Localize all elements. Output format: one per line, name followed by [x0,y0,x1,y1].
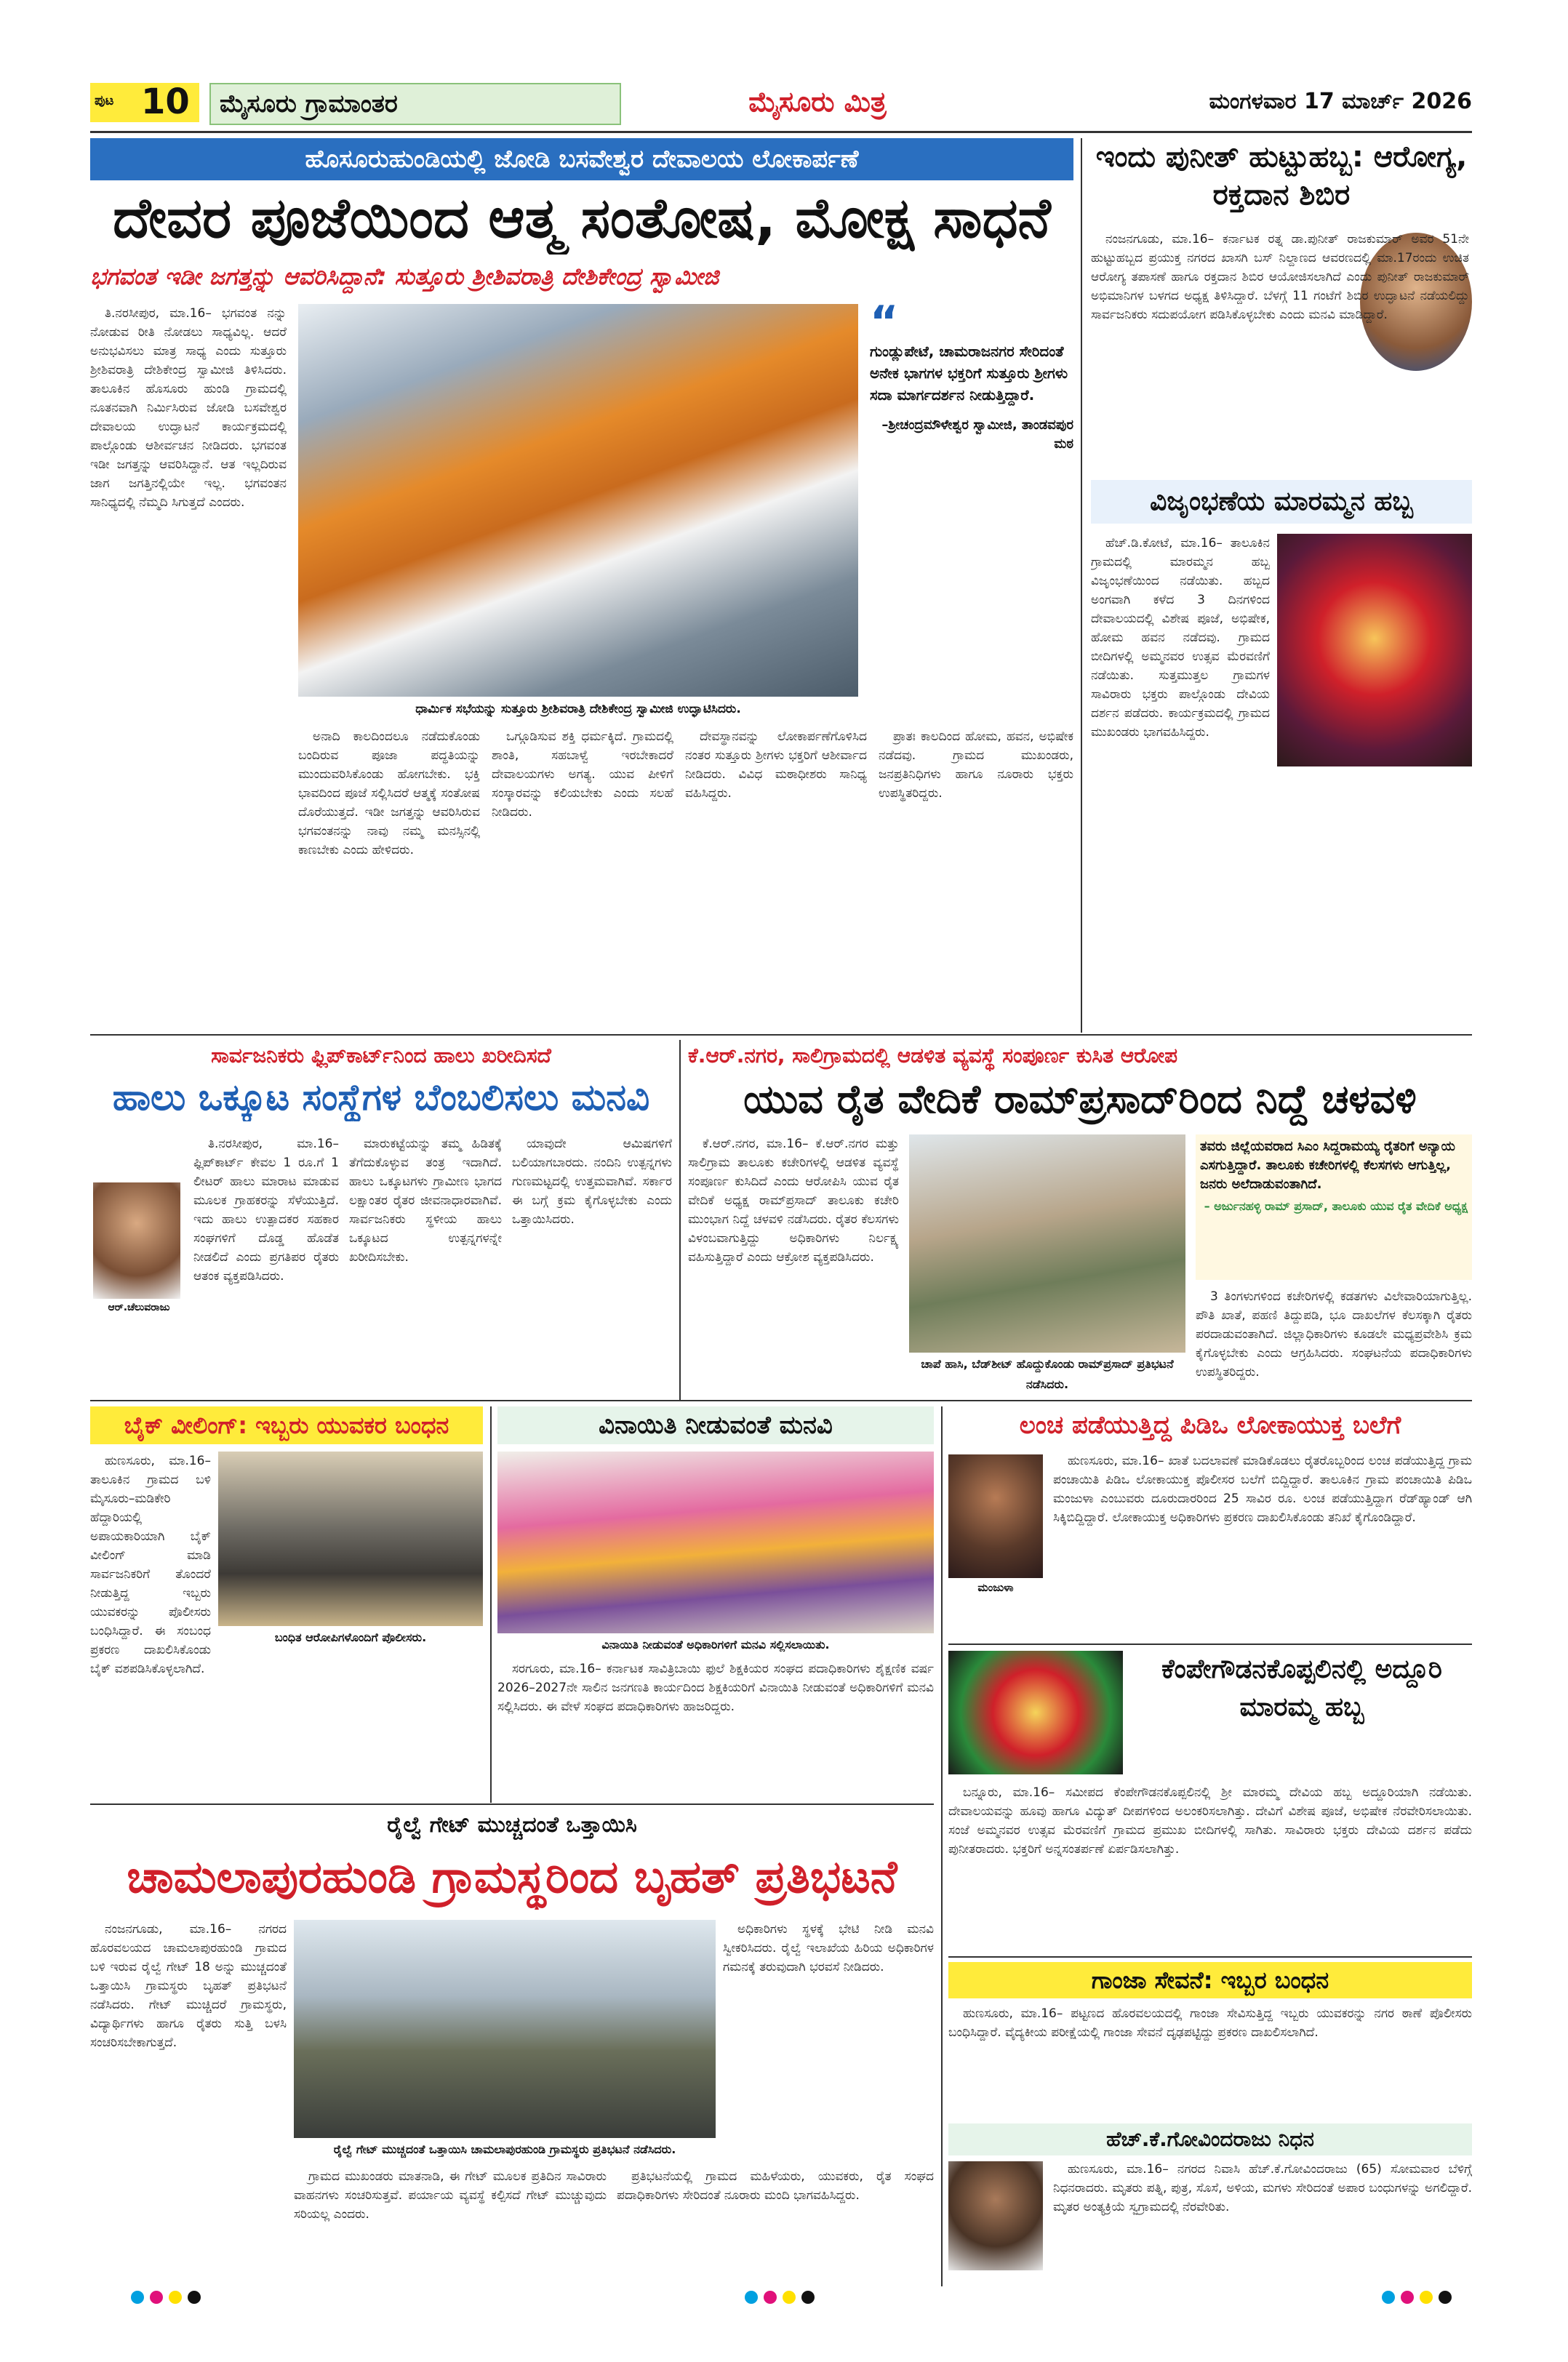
milk-kicker: ಸಾರ್ವಜನಿಕರು ಫ್ಲಿಪ್‌ಕಾರ್ಟ್‌ನಿಂದ ಹಾಲು ಖರೀದಿಸದೆ [211,1044,551,1068]
bike-photo-caption: ಬಂಧಿತ ಆರೋಪಿಗಳೊಂದಿಗೆ ಪೊಲೀಸರು. [218,1628,483,1648]
teachers-column [497,1660,934,1802]
railway-photo [294,1920,716,2138]
registration-dot-icon [745,2291,758,2304]
registration-dot-icon [801,2291,815,2304]
ramprasad-body-1: ಕೆ.ಆರ್.ನಗರ, ಮಾ.16– ಕೆ.ಆರ್.ನಗರ ಮತ್ತು ಸಾಲಿಗ್ರಾಮ ತಾಲೂಕು ಕಚೇರಿಗಳಲ್ಲಿ ಆಡಳಿತ ವ್ಯವಸ್ಥೆ ಸಂಪೂರ್ಣ ಕುಸಿದಿದೆ ಎಂದು ಆರೋಪಿಸಿ ಯುವ ರೈತ ವೇದಿಕೆ ಅಧ್ಯಕ್ಷ ರಾಮ್‌ಪ್ರಸಾದ್ ತಾಲೂಕು ಕಚೇರಿ ಮುಂಭಾಗ ನಿದ್ದೆ ಚಳವಳಿ ನಡೆಸಿದರು. ರೈತರ ಕೆಲಸಗಳು ವಿಳಂಬವಾಗುತ್ತಿದ್ದು ಅಧಿಕಾರಿಗಳು ನಿರ್ಲಕ್ಷ್ಯ ವಹಿಸುತ್ತಿದ್ದಾರೆ ಎಂದು ಆಕ್ರೋಶ ವ್ಯಕ್ತಪಡಿಸಿದರು. [688,1137,899,1265]
milk-body-2: ಮಾರುಕಟ್ಟೆಯನ್ನು ತಮ್ಮ ಹಿಡಿತಕ್ಕೆ ತೆಗೆದುಕೊಳ್ಳುವ ತಂತ್ರ ಇದಾಗಿದೆ. ಹಾಲು ಒಕ್ಕೂಟಗಳು ಗ್ರಾಮೀಣ ಭಾಗದ ಲಕ್ಷಾಂತರ ರೈತರ ಜೀವನಾಧಾರವಾಗಿವೆ. ಸಾರ್ವಜನಿಕರು ಸ್ಥಳೀಯ ಹಾಲು ಒಕ್ಕೂಟದ ಉತ್ಪನ್ನಗಳನ್ನೇ ಖರೀದಿಸಬೇಕು. [349,1137,502,1265]
obituary-body: ಹುಣಸೂರು, ಮಾ.16– ನಗರದ ನಿವಾಸಿ ಹೆಚ್.ಕೆ.ಗೋವಿಂದರಾಜು (65) ಸೋಮವಾರ ಬೆಳಿಗ್ಗೆ ನಿಧನರಾದರು. ಮೃತರು ಪತ್ನಿ, ಪುತ್ರ, ಸೊಸೆ, ಅಳಿಯ, ಮಗಳು ಸೇರಿದಂತೆ ಅಪಾರ ಬಂಧುಗಳನ್ನು ಅಗಲಿದ್ದಾರೆ. ಮೃತರ ಅಂತ್ಯಕ್ರಿಯೆ ಸ್ವಗ್ರಾಮದಲ್ಲಿ ನೆರವೇರಿತು. [1053,2162,1472,2214]
lokayukta-headline: ಲಂಚ ಪಡೆಯುತ್ತಿದ್ದ ಪಿಡಿಒ ಲೋಕಾಯುಕ್ತ ಬಲೆಗೆ [1019,1411,1401,1440]
page-number: 10 [141,81,190,122]
section-label: ಮೈಸೂರು ಗ್ರಾಮಾಂತರ [209,83,621,125]
bike-column [90,1452,211,1801]
railway-headline: ಚಾಮಲಾಪುರಹುಂಡಿ ಗ್ರಾಮಸ್ಥರಿಂದ ಬೃಹತ್ ಪ್ರತಿಭಟನೆ [127,1850,897,1903]
bike-body: ಹುಣಸೂರು, ಮಾ.16– ತಾಲೂಕಿನ ಗ್ರಾಮದ ಬಳಿ ಮೈಸೂರು–ಮಡಿಕೇರಿ ಹೆದ್ದಾರಿಯಲ್ಲಿ ಅಪಾಯಕಾರಿಯಾಗಿ ಬೈಕ್ ವೀಲಿಂಗ್ ಮಾಡಿ ಸಾರ್ವಜನಿಕರಿಗೆ ತೊಂದರೆ ನೀಡುತ್ತಿದ್ದ ಇಬ್ಬರು ಯುವಕರನ್ನು ಪೊಲೀಸರು ಬಂಧಿಸಿದ್ದಾರೆ. ಈ ಸಂಬಂಧ ಪ್ರಕರಣ ದಾಖಲಿಸಿಕೊಂಡು ಬೈಕ್ ವಶಪಡಿಸಿಕೊಳ್ಳಲಾಗಿದೆ. [90,1454,211,1676]
registration-dot-icon [150,2291,163,2304]
lead-quote-author: –ಶ್ರೀಚಂದ್ರಮೌಳೇಶ್ವರ ಸ್ವಾಮೀಜಿ, ತಾಂಡವಪುರ ಮಠ [881,417,1073,452]
railway-column-4 [617,2167,934,2262]
railway-photo-caption: ರೈಲ್ವೆ ಗೇಟ್ ಮುಚ್ಚದಂತೆ ಒತ್ತಾಯಿಸಿ ಚಾಮಲಾಪುರಹುಂಡಿ ಗ್ರಾಮಸ್ಥರು ಪ್ರತಿಭಟನೆ ನಡೆಸಿದರು. [294,2139,716,2160]
maramma-body [1091,534,1270,1028]
lead-subhead: ಭಗವಂತ ಇಡೀ ಜಗತ್ತನ್ನು ಆವರಿಸಿದ್ದಾನೆ: ಸುತ್ತೂರು ಶ್ರೀಶಿವರಾತ್ರಿ ದೇಶಿಕೇಂದ್ರ ಸ್ವಾಮೀಜಿ [90,263,719,290]
registration-dot-icon [1420,2291,1433,2304]
puneeth-headline: ಇಂದು ಪುನೀತ್ ಹುಟ್ಟುಹಬ್ಬ: ಆರೋಗ್ಯ, ರಕ್ತದಾನ ಶಿಬಿರ [1095,140,1468,212]
maramma-text: ಹೆಚ್.ಡಿ.ಕೋಟೆ, ಮಾ.16– ತಾಲೂಕಿನ ಗ್ರಾಮದಲ್ಲಿ ಮಾರಮ್ಮನ ಹಬ್ಬ ವಿಜೃಂಭಣೆಯಿಂದ ನಡೆಯಿತು. ಹಬ್ಬದ ಅಂಗವಾಗಿ ಕಳೆದ 3 ದಿನಗಳಿಂದ ದೇವಾಲಯದಲ್ಲಿ ವಿಶೇಷ ಪೂಜೆ, ಅಭಿಷೇಕ, ಹೋಮ ಹವನ ನಡೆದವು. ಗ್ರಾಮದ ಬೀದಿಗಳಲ್ಲಿ ಅಮ್ಮನವರ ಉತ್ಸವ ಮೆರವಣಿಗೆ ನಡೆಯಿತು. ಸುತ್ತಮುತ್ತಲ ಗ್ರಾಮಗಳ ಸಾವಿರಾರು ಭಕ್ತರು ಪಾಲ್ಗೊಂಡು ದೇವಿಯ ದರ್ಶನ ಪಡೆದರು. ಕಾರ್ಯಕ್ರಮದಲ್ಲಿ ಗ್ರಾಮದ ಮುಖಂಡರು ಭಾಗವಹಿಸಿದ್ದರು. [1091,536,1270,740]
teachers-photo-caption: ವಿನಾಯಿತಿ ನೀಡುವಂತೆ ಅಧಿಕಾರಿಗಳಿಗೆ ಮನವಿ ಸಲ್ಲಿಸಲಾಯಿತು. [497,1635,934,1655]
ramprasad-kicker: ಕೆ.ಆರ್.ನಗರ, ಸಾಲಿಗ್ರಾಮದಲ್ಲಿ ಆಡಳಿತ ವ್ಯವಸ್ಥೆ ಸಂಪೂರ್ಣ ಕುಸಿತ ಆರೋಪ [688,1044,1178,1068]
milk-headline: ಹಾಲು ಒಕ್ಕೂಟ ಸಂಸ್ಥೆಗಳ ಬೆಂಬಲಿಸಲು ಮನವಿ [112,1076,650,1118]
ramprasad-photo-caption: ಚಾಪೆ ಹಾಸಿ, ಬೆಡ್‌ಶೀಟ್ ಹೊದ್ದುಕೊಂಡು ರಾಮ್‌ಪ್ರಸಾದ್ ಪ್ರತಿಭಟನೆ ನಡೆಸಿದರು. [909,1354,1185,1396]
ganja-body: ಹುಣಸೂರು, ಮಾ.16– ಪಟ್ಟಣದ ಹೊರವಲಯದಲ್ಲಿ ಗಾಂಜಾ ಸೇವಿಸುತ್ತಿದ್ದ ಇಬ್ಬರು ಯುವಕರನ್ನು ನಗರ ಠಾಣೆ ಪೊಲೀಸರು ಬಂಧಿಸಿದ್ದಾರೆ. ವೈದ್ಯಕೀಯ ಪರೀಕ್ಷೆಯಲ್ಲಿ ಗಾಂಜಾ ಸೇವನೆ ದೃಢಪಟ್ಟಿದ್ದು ಪ್ರಕರಣ ದಾಖಲಿಸಲಾಗಿದೆ. [948,2006,1472,2040]
registration-dot-icon [188,2291,201,2304]
teachers-photo [497,1452,934,1633]
milk-column-3 [512,1134,672,1396]
ramprasad-body-3: 3 ತಿಂಗಳುಗಳಿಂದ ಕಚೇರಿಗಳಲ್ಲಿ ಕಡತಗಳು ವಿಲೇವಾರಿಯಾಗುತ್ತಿಲ್ಲ. ಪೌತಿ ಖಾತೆ, ಪಹಣಿ ತಿದ್ದುಪಡಿ, ಭೂ ದಾಖಲೆಗಳ ಕೆಲಸಕ್ಕಾಗಿ ರೈತರು ಪರದಾಡುವಂತಾಗಿದೆ. ಜಿಲ್ಲಾಧಿಕಾರಿಗಳು ಕೂಡಲೇ ಮಧ್ಯಪ್ರವೇಶಿಸಿ ಕ್ರಮ ಕೈಗೊಳ್ಳಬೇಕು ಎಂದು ಆಗ್ರಹಿಸಿದರು. ಸಂಘಟನೆಯ ಪದಾಧಿಕಾರಿಗಳು ಉಪಸ್ಥಿತರಿದ್ದರು. [1196,1289,1472,1380]
lead-column-5 [879,727,1073,1033]
teachers-body: ಸರಗೂರು, ಮಾ.16– ಕರ್ನಾಟಕ ಸಾವಿತ್ರಿಬಾಯಿ ಫುಲೆ ಶಿಕ್ಷಕಿಯರ ಸಂಘದ ಪದಾಧಿಕಾರಿಗಳು ಶೈಕ್ಷಣಿಕ ವರ್ಷ 2026–2027ನೇ ಸಾಲಿನ ಜನಗಣತಿ ಕಾರ್ಯದಿಂದ ಶಿಕ್ಷಕಿಯರಿಗೆ ವಿನಾಯಿತಿ ನೀಡುವಂತೆ ಅಧಿಕಾರಿಗಳಿಗೆ ಮನವಿ ಸಲ್ಲಿಸಿದರು. ಈ ವೇಳೆ ಸಂಘದ ಪದಾಧಿಕಾರಿಗಳು ಹಾಜರಿದ್ದರು. [497,1662,934,1714]
quote-mark-icon: “ [870,297,899,348]
column-divider [490,1406,492,1803]
lead-kicker: ಹೊಸೂರುಹುಂಡಿಯಲ್ಲಿ ಜೋಡಿ ಬಸವೇಶ್ವರ ದೇವಾಲಯ ಲೋಕಾರ್ಪಣೆ [90,138,1073,180]
registration-dot-icon [131,2291,144,2304]
lead-column-4 [685,727,867,1033]
lead-column-3 [492,727,673,1033]
registration-dot-icon [1401,2291,1414,2304]
bike-headline: ಬೈಕ್ ವೀಲಿಂಗ್: ಇಬ್ಬರು ಯುವಕರ ಬಂಧನ [90,1406,483,1444]
registration-dot-icon [1439,2291,1452,2304]
column-divider [679,1040,681,1400]
ramprasad-quote-box [1196,1134,1472,1280]
ramprasad-quote: ತವರು ಜಿಲ್ಲೆಯವರಾದ ಸಿಎಂ ಸಿದ್ದರಾಮಯ್ಯ ರೈತರಿಗೆ ಅನ್ಯಾಯ ಎಸಗುತ್ತಿದ್ದಾರೆ. ತಾಲೂಕು ಕಚೇರಿಗಳಲ್ಲಿ ಕೆಲಸಗಳು ಆಗುತ್ತಿಲ್ಲ, ಜನರು ಅಲೆದಾಡುವಂತಾಗಿದೆ. [1200,1139,1455,1192]
puneeth-body [1091,230,1469,470]
page-number-box [90,83,199,122]
obituary-headline: ಹೆಚ್.ಕೆ.ಗೋವಿಂದರಾಜು ನಿಧನ [948,2123,1472,2155]
teachers-headline: ವಿನಾಯಿತಿ ನೀಡುವಂತೆ ಮನವಿ [497,1406,934,1444]
issue-date: ಮಂಗಳವಾರ 17 ಮಾರ್ಚ್ 2026 [1209,89,1472,114]
lokayukta-body: ಹುಣಸೂರು, ಮಾ.16– ಖಾತೆ ಬದಲಾವಣೆ ಮಾಡಿಕೊಡಲು ರೈತರೊಬ್ಬರಿಂದ ಲಂಚ ಪಡೆಯುತ್ತಿದ್ದ ಗ್ರಾಮ ಪಂಚಾಯಿತಿ ಪಿಡಿಒ ಲೋಕಾಯುಕ್ತ ಪೊಲೀಸರ ಬಲೆಗೆ ಬಿದ್ದಿದ್ದಾರೆ. ತಾಲೂಕಿನ ಗ್ರಾಮ ಪಂಚಾಯಿತಿ ಪಿಡಿಒ ಮಂಜುಳಾ ಎಂಬುವರು ದೂರುದಾರರಿಂದ 25 ಸಾವಿರ ರೂ. ಲಂಚ ಪಡೆಯುತ್ತಿದ್ದಾಗ ರೆಡ್‌ಹ್ಯಾಂಡ್ ಆಗಿ ಸಿಕ್ಕಿಬಿದ್ದಿದ್ದಾರೆ. ಲೋಕಾಯುಕ್ತ ಅಧಿಕಾರಿಗಳು ಪ್ರಕರಣ ದಾಖಲಿಸಿಕೊಂಡು ತನಿಖೆ ಕೈಗೊಂಡಿದ್ದಾರೆ. [1053,1454,1472,1525]
kempegowda-column [948,1783,1472,1950]
railway-kicker: ರೈಲ್ವೆ ಗೇಟ್ ಮುಚ್ಚದಂತೆ ಒತ್ತಾಯಿಸಿ [387,1812,637,1838]
section-rule [90,1034,1472,1036]
ramprasad-quote-author: – ಅರ್ಜುನಹಳ್ಳಿ ರಾಮ್ ಪ್ರಸಾದ್, ತಾಲೂಕು ಯುವ ರೈತ ವೇದಿಕೆ ಅಧ್ಯಕ್ಷ [1204,1199,1468,1213]
registration-dot-icon [1382,2291,1395,2304]
lead-photo [298,304,858,697]
registration-marks-center [745,2291,832,2305]
obituary-column [1053,2160,1472,2269]
registration-marks-left [131,2291,218,2305]
railway-column-3 [723,1920,934,2160]
railway-column-2 [294,2167,607,2262]
kempegowda-photo [948,1651,1123,1774]
ganja-headline: ಗಾಂಜಾ ಸೇವನೆ: ಇಬ್ಬರ ಬಂಧನ [948,1962,1472,1998]
lokayukta-photo-caption: ಮಂಜುಳಾ [948,1581,1043,1594]
railway-body-3: ಅಧಿಕಾರಿಗಳು ಸ್ಥಳಕ್ಕೆ ಭೇಟಿ ನೀಡಿ ಮನವಿ ಸ್ವೀಕರಿಸಿದರು. ರೈಲ್ವೆ ಇಲಾಖೆಯ ಹಿರಿಯ ಅಧಿಕಾರಿಗಳ ಗಮನಕ್ಕೆ ತರುವುದಾಗಿ ಭರವಸೆ ನೀಡಿದರು. [723,1922,934,1974]
lead-quote-box [870,297,1073,711]
lead-body-4: ದೇವಸ್ಥಾನವನ್ನು ಲೋಕಾರ್ಪಣೆಗೊಳಿಸಿದ ನಂತರ ಸುತ್ತೂರು ಶ್ರೀಗಳು ಭಕ್ತರಿಗೆ ಆಶೀರ್ವಾದ ನೀಡಿದರು. ವಿವಿಧ ಮಠಾಧೀಶರು ಸಾನಿಧ್ಯ ವಹಿಸಿದ್ದರು. [685,729,867,801]
registration-marks-right [1382,2291,1469,2305]
maramma-headline: ವಿಜೃಂಭಣೆಯ ಮಾರಮ್ಮನ ಹಬ್ಬ [1091,480,1472,524]
registration-dot-icon [783,2291,796,2304]
lead-column-1 [90,304,287,1031]
lead-photo-caption: ಧಾರ್ಮಿಕ ಸಭೆಯನ್ನು ಸುತ್ತೂರು ಶ್ರೀಶಿವರಾತ್ರಿ ದೇಶಿಕೇಂದ್ರ ಸ್ವಾಮೀಜಿ ಉದ್ಘಾಟಿಸಿದರು. [298,698,858,720]
milk-body-3: ಯಾವುದೇ ಆಮಿಷಗಳಿಗೆ ಬಲಿಯಾಗಬಾರದು. ನಂದಿನಿ ಉತ್ಪನ್ನಗಳು ಗುಣಮಟ್ಟದಲ್ಲಿ ಉತ್ತಮವಾಗಿವೆ. ಸರ್ಕಾರ ಈ ಬಗ್ಗೆ ಕ್ರಮ ಕೈಗೊಳ್ಳಬೇಕು ಎಂದು ಒತ್ತಾಯಿಸಿದರು. [512,1137,672,1227]
lead-headline: ದೇವರ ಪೂಜೆಯಿಂದ ಆತ್ಮ ಸಂತೋಷ, ಮೋಕ್ಷ ಸಾಧನೆ [113,185,1051,250]
column-divider [941,1406,943,2286]
railway-body-2: ಗ್ರಾಮದ ಮುಖಂಡರು ಮಾತನಾಡಿ, ಈ ಗೇಟ್ ಮೂಲಕ ಪ್ರತಿದಿನ ಸಾವಿರಾರು ವಾಹನಗಳು ಸಂಚರಿಸುತ್ತವೆ. ಪರ್ಯಾಯ ವ್ಯವಸ್ಥೆ ಕಲ್ಪಿಸದೆ ಗೇಟ್ ಮುಚ್ಚುವುದು ಸರಿಯಲ್ಲ ಎಂದರು. [294,2169,607,2222]
ramprasad-column-3 [1196,1287,1472,1396]
lokayukta-photo [948,1454,1043,1578]
registration-dot-icon [169,2291,182,2304]
lead-body-1: ತಿ.ನರಸೀಪುರ, ಮಾ.16– ಭಗವಂತ ನನ್ನು ನೋಡುವ ರೀತಿ ನೋಡಲು ಸಾಧ್ಯವಿಲ್ಲ. ಆದರೆ ಅನುಭವಿಸಲು ಮಾತ್ರ ಸಾಧ್ಯ ಎಂದು ಸುತ್ತೂರು ಶ್ರೀಶಿವರಾತ್ರಿ ದೇಶಿಕೇಂದ್ರ ಸ್ವಾಮೀಜಿ ತಿಳಿಸಿದರು. ತಾಲೂಕಿನ ಹೊಸೂರು ಹುಂಡಿ ಗ್ರಾಮದಲ್ಲಿ ನೂತನವಾಗಿ ನಿರ್ಮಿಸಿರುವ ಜೋಡಿ ಬಸವೇಶ್ವರ ದೇವಾಲಯ ಉದ್ಘಾಟನೆ ಕಾರ್ಯಕ್ರಮದಲ್ಲಿ ಪಾಲ್ಗೊಂಡು ಆಶೀರ್ವಚನ ನೀಡಿದರು. ಭಗವಂತ ಇಡೀ ಜಗತ್ತನ್ನು ಆವರಿಸಿದ್ದಾನೆ. ಆತ ಇಲ್ಲದಿರುವ ಜಾಗ ಜಗತ್ತಿನಲ್ಲಿಯೇ ಇಲ್ಲ. ಭಗವಂತನ ಸಾನಿಧ್ಯದಲ್ಲಿ ನೆಮ್ಮದಿ ಸಿಗುತ್ತದೆ ಎಂದರು. [90,306,287,510]
lead-column-2 [298,727,480,1033]
ramprasad-column-1 [688,1134,899,1396]
masthead-rule [90,131,1472,133]
kempegowda-body: ಬನ್ನೂರು, ಮಾ.16– ಸಮೀಪದ ಕೆಂಪೇಗೌಡನಕೊಪ್ಪಲಿನಲ್ಲಿ ಶ್ರೀ ಮಾರಮ್ಮ ದೇವಿಯ ಹಬ್ಬ ಅದ್ದೂರಿಯಾಗಿ ನಡೆಯಿತು. ದೇವಾಲಯವನ್ನು ಹೂವು ಹಾಗೂ ವಿದ್ಯುತ್ ದೀಪಗಳಿಂದ ಅಲಂಕರಿಸಲಾಗಿತ್ತು. ದೇವಿಗೆ ವಿಶೇಷ ಪೂಜೆ, ಅಭಿಷೇಕ ನೆರವೇರಿಸಲಾಯಿತು. ಸಂಜೆ ಅಮ್ಮನವರ ಉತ್ಸವ ಮೆರವಣಿಗೆ ಗ್ರಾಮದ ಪ್ರಮುಖ ಬೀದಿಗಳಲ್ಲಿ ಸಾಗಿತು. ಸಾವಿರಾರು ಭಕ್ತರು ದೇವಿಯ ದರ್ಶನ ಪಡೆದು ಪುನೀತರಾದರು. ಭಕ್ತರಿಗೆ ಅನ್ನಸಂತರ್ಪಣೆ ಏರ್ಪಡಿಸಲಾಗಿತ್ತು. [948,1785,1472,1857]
paper-name: ಮೈಸೂರು ಮಿತ್ರ [748,86,887,118]
lead-body-3: ಒಗ್ಗೂಡಿಸುವ ಶಕ್ತಿ ಧರ್ಮಕ್ಕಿದೆ. ಗ್ರಾಮದಲ್ಲಿ ಶಾಂತಿ, ಸಹಬಾಳ್ವೆ ಇರಬೇಕಾದರೆ ದೇವಾಲಯಗಳು ಅಗತ್ಯ. ಯುವ ಪೀಳಿಗೆ ಸಂಸ್ಕಾರವನ್ನು ಕಲಿಯಬೇಕು ಎಂದು ಸಲಹೆ ನೀಡಿದರು. [492,729,673,820]
lokayukta-column [1053,1452,1472,1633]
kempegowda-headline: ಕೆಂಪೇಗೌಡನಕೊಪ್ಪಲಿನಲ್ಲಿ ಅದ್ದೂರಿ ಮಾರಮ್ಮ ಹಬ್ಬ [1161,1654,1442,1722]
railway-body-4: ಪ್ರತಿಭಟನೆಯಲ್ಲಿ ಗ್ರಾಮದ ಮಹಿಳೆಯರು, ಯುವಕರು, ರೈತ ಸಂಘದ ಪದಾಧಿಕಾರಿಗಳು ಸೇರಿದಂತೆ ನೂರಾರು ಮಂದಿ ಭಾಗವಹಿಸಿದ್ದರು. [617,2169,934,2203]
section-rule [948,1956,1472,1958]
obituary-photo [948,2161,1043,2270]
column-divider [1081,138,1082,1033]
registration-dot-icon [764,2291,777,2304]
ramprasad-headline: ಯುವ ರೈತ ವೇದಿಕೆ ರಾಮ್‌ಪ್ರಸಾದ್‌ರಿಂದ ನಿದ್ದೆ ಚಳವಳಿ [743,1076,1417,1122]
lead-body-5: ಪ್ರಾತಃ ಕಾಲದಿಂದ ಹೋಮ, ಹವನ, ಅಭಿಷೇಕ ನಡೆದವು. ಗ್ರಾಮದ ಮುಖಂಡರು, ಜನಪ್ರತಿನಿಧಿಗಳು ಹಾಗೂ ನೂರಾರು ಭಕ್ತರು ಉಪಸ್ಥಿತರಿದ್ದರು. [879,729,1073,801]
milk-photo [93,1182,180,1299]
milk-column-2 [349,1134,502,1396]
milk-column-1 [193,1134,339,1396]
bike-photo [218,1452,483,1626]
puneeth-text: ನಂಜನಗೂಡು, ಮಾ.16– ಕರ್ನಾಟಕ ರತ್ನ ಡಾ.ಪುನೀತ್ ರಾಜಕುಮಾರ್ ಅವರ 51ನೇ ಹುಟ್ಟುಹಬ್ಬದ ಪ್ರಯುಕ್ತ ನಗರದ ಖಾಸಗಿ ಬಸ್ ನಿಲ್ದಾಣದ ಆವರಣದಲ್ಲಿ ಮಾ.17ರಂದು ಉಚಿತ ಆರೋಗ್ಯ ತಪಾಸಣೆ ಹಾಗೂ ರಕ್ತದಾನ ಶಿಬಿರ ಆಯೋಜಿಸಲಾಗಿದೆ ಎಂದು ಪುನೀತ್ ರಾಜಕುಮಾರ್ ಅಭಿಮಾನಿಗಳ ಬಳಗದ ಅಧ್ಯಕ್ಷ ತಿಳಿಸಿದ್ದಾರೆ. ಬೆಳಗ್ಗೆ 11 ಗಂಟೆಗೆ ಶಿಬಿರ ಉದ್ಘಾಟನೆ ನಡೆಯಲಿದ್ದು ಸಾರ್ವಜನಿಕರು ಸದುಪಯೋಗ ಪಡಿಸಿಕೊಳ್ಳಬೇಕು ಎಂದು ಮನವಿ ಮಾಡಿದ್ದಾರೆ. [1091,232,1469,322]
section-rule [90,1803,934,1805]
section-rule [90,1400,1472,1401]
masthead [90,79,1472,125]
section-rule [948,1644,1472,1645]
railway-body-1: ನಂಜನಗೂಡು, ಮಾ.16– ನಗರದ ಹೊರವಲಯದ ಚಾಮಲಾಪುರಹುಂಡಿ ಗ್ರಾಮದ ಬಳಿ ಇರುವ ರೈಲ್ವೆ ಗೇಟ್ 18 ಅನ್ನು ಮುಚ್ಚದಂತೆ ಒತ್ತಾಯಿಸಿ ಗ್ರಾಮಸ್ಥರು ಬೃಹತ್ ಪ್ರತಿಭಟನೆ ನಡೆಸಿದರು. ಗೇಟ್ ಮುಚ್ಚಿದರೆ ಗ್ರಾಮಸ್ಥರು, ವಿದ್ಯಾರ್ಥಿಗಳು ಹಾಗೂ ರೈತರು ಸುತ್ತಿ ಬಳಸಿ ಸಂಚರಿಸಬೇಕಾಗುತ್ತದೆ. [90,1922,287,2050]
ganja-column [948,2004,1472,2113]
page-label: ಪುಟ [95,93,114,108]
milk-photo-caption: ಆರ್.ಚೆಲುವರಾಜು [90,1302,188,1313]
maramma-photo [1277,534,1472,766]
milk-body-1: ತಿ.ನರಸೀಪುರ, ಮಾ.16– ಫ್ಲಿಪ್‌ಕಾರ್ಟ್ ಕೇವಲ 1 ರೂ.ಗೆ 1 ಲೀಟರ್ ಹಾಲು ಮಾರಾಟ ಮಾಡುವ ಮೂಲಕ ಗ್ರಾಹಕರನ್ನು ಸೆಳೆಯುತ್ತಿದೆ. ಇದು ಹಾಲು ಉತ್ಪಾದಕರ ಸಹಕಾರ ಸಂಘಗಳಿಗೆ ದೊಡ್ಡ ಹೊಡೆತ ನೀಡಲಿದೆ ಎಂದು ಪ್ರಗತಿಪರ ರೈತರು ಆತಂಕ ವ್ಯಕ್ತಪಡಿಸಿದರು. [193,1137,339,1284]
lead-quote: ಗುಂಡ್ಲುಪೇಟೆ, ಚಾಮರಾಜನಗರ ಸೇರಿದಂತೆ ಅನೇಕ ಭಾಗಗಳ ಭಕ್ತರಿಗೆ ಸುತ್ತೂರು ಶ್ರೀಗಳು ಸದಾ ಮಾರ್ಗದರ್ಶನ ನೀಡುತ್ತಿದ್ದಾರೆ. [870,343,1068,404]
lead-body-2: ಅನಾದಿ ಕಾಲದಿಂದಲೂ ನಡೆದುಕೊಂಡು ಬಂದಿರುವ ಪೂಜಾ ಪದ್ಧತಿಯನ್ನು ಮುಂದುವರಿಸಿಕೊಂಡು ಹೋಗಬೇಕು. ಭಕ್ತಿ ಭಾವದಿಂದ ಪೂಜೆ ಸಲ್ಲಿಸಿದರೆ ಆತ್ಮಕ್ಕೆ ಸಂತೋಷ ದೊರೆಯುತ್ತದೆ. ಇಡೀ ಜಗತ್ತನ್ನು ಆವರಿಸಿರುವ ಭಗವಂತನನ್ನು ನಾವು ನಮ್ಮ ಮನಸ್ಸಿನಲ್ಲಿ ಕಾಣಬೇಕು ಎಂದು ಹೇಳಿದರು. [298,729,480,857]
ramprasad-photo [909,1134,1185,1353]
railway-column-1 [90,1920,287,2262]
